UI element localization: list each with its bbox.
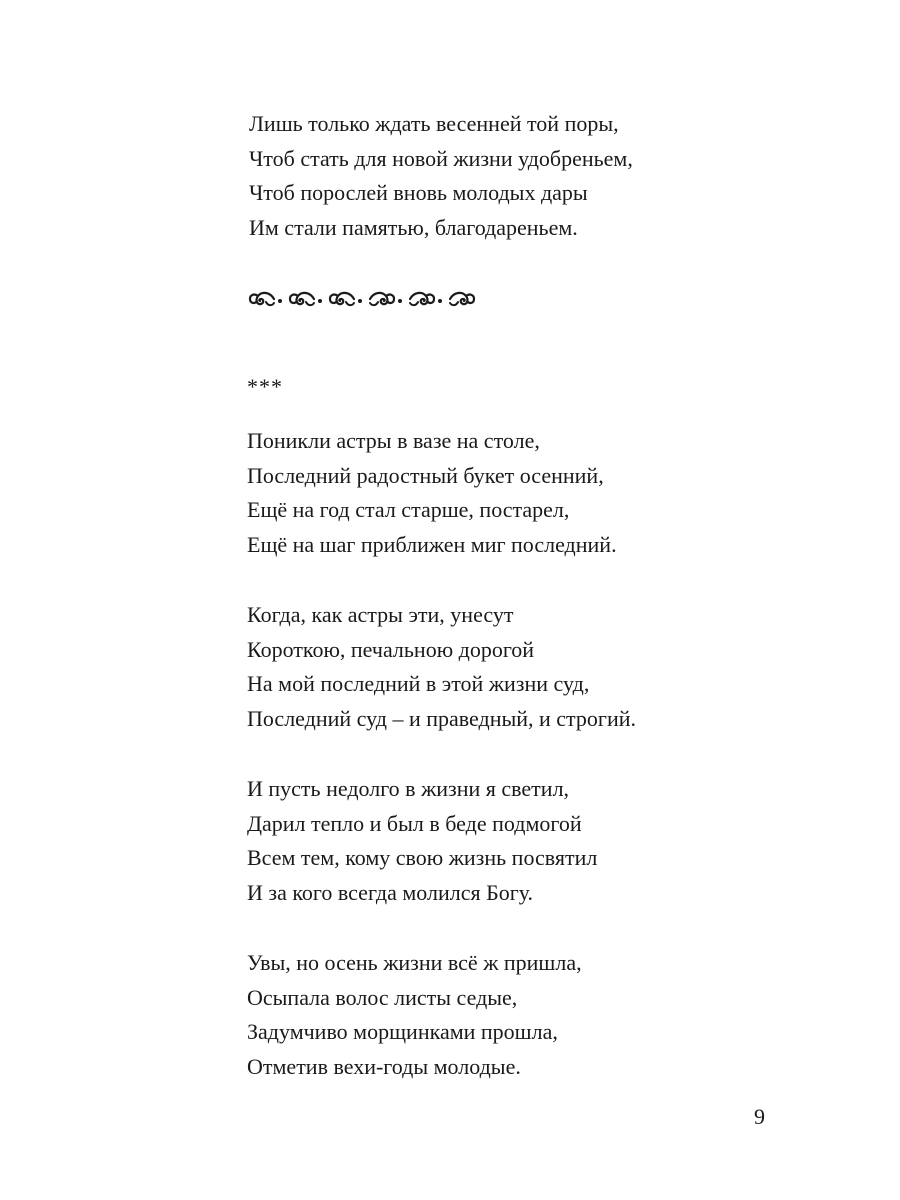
poem-line: Чтоб порослей вновь молодых дары	[249, 180, 588, 205]
poem-line: Когда, как астры эти, унесут	[247, 602, 514, 627]
poem-line: Дарил тепло и был в беде подмогой	[247, 810, 582, 836]
poem-line: На мой последний в этой жизни суд,	[247, 671, 590, 696]
poem-line: Ещё на год стал старше, постарел,	[247, 497, 570, 522]
poem-line: Всем тем, кому свою жизнь посвятил	[247, 845, 598, 870]
poem-stanza-2	[247, 598, 636, 736]
poem-line: Ещё на шаг приближен миг последний.	[247, 531, 617, 557]
poem-line: Лишь только ждать весенней той поры,	[249, 111, 619, 136]
poem-line: Им стали памятью, благодареньем.	[249, 214, 578, 240]
flourish-divider-icon	[248, 284, 476, 314]
poem-line: Увы, но осень жизни всё ж пришла,	[247, 950, 582, 975]
poem-line: И за кого всегда молился Богу.	[247, 879, 534, 905]
poem-line: Поникли астры в вазе на столе,	[247, 428, 540, 453]
poem-line: Последний радостный букет осенний,	[247, 462, 604, 488]
poem-line: Осыпала волос листы седые,	[247, 984, 518, 1010]
poem-ending-stanza	[249, 107, 633, 245]
poem-line: Задумчиво морщинками прошла,	[247, 1019, 558, 1044]
curl-left-icon	[248, 289, 282, 309]
poem-line: Последний суд – и праведный, и строгий.	[247, 705, 637, 731]
poem-stanza-3	[247, 772, 597, 910]
curl-right-icon	[368, 289, 402, 309]
poem-line: Чтоб стать для новой жизни удобреньем,	[249, 145, 633, 171]
curl-left-icon	[288, 289, 322, 309]
page-number: 9	[754, 1104, 765, 1129]
poem-line: Короткою, печальною дорогой	[247, 636, 535, 662]
curl-right-icon	[448, 289, 476, 309]
poem-stanza-4	[247, 946, 582, 1084]
poem-stanza-1	[247, 424, 617, 562]
poem-line: Отметив вехи-годы молодые.	[247, 1053, 521, 1079]
poem-line: И пусть недолго в жизни я светил,	[247, 776, 570, 801]
curl-left-icon	[328, 289, 362, 309]
poem-separator: ***	[247, 374, 283, 399]
curl-right-icon	[408, 289, 442, 309]
